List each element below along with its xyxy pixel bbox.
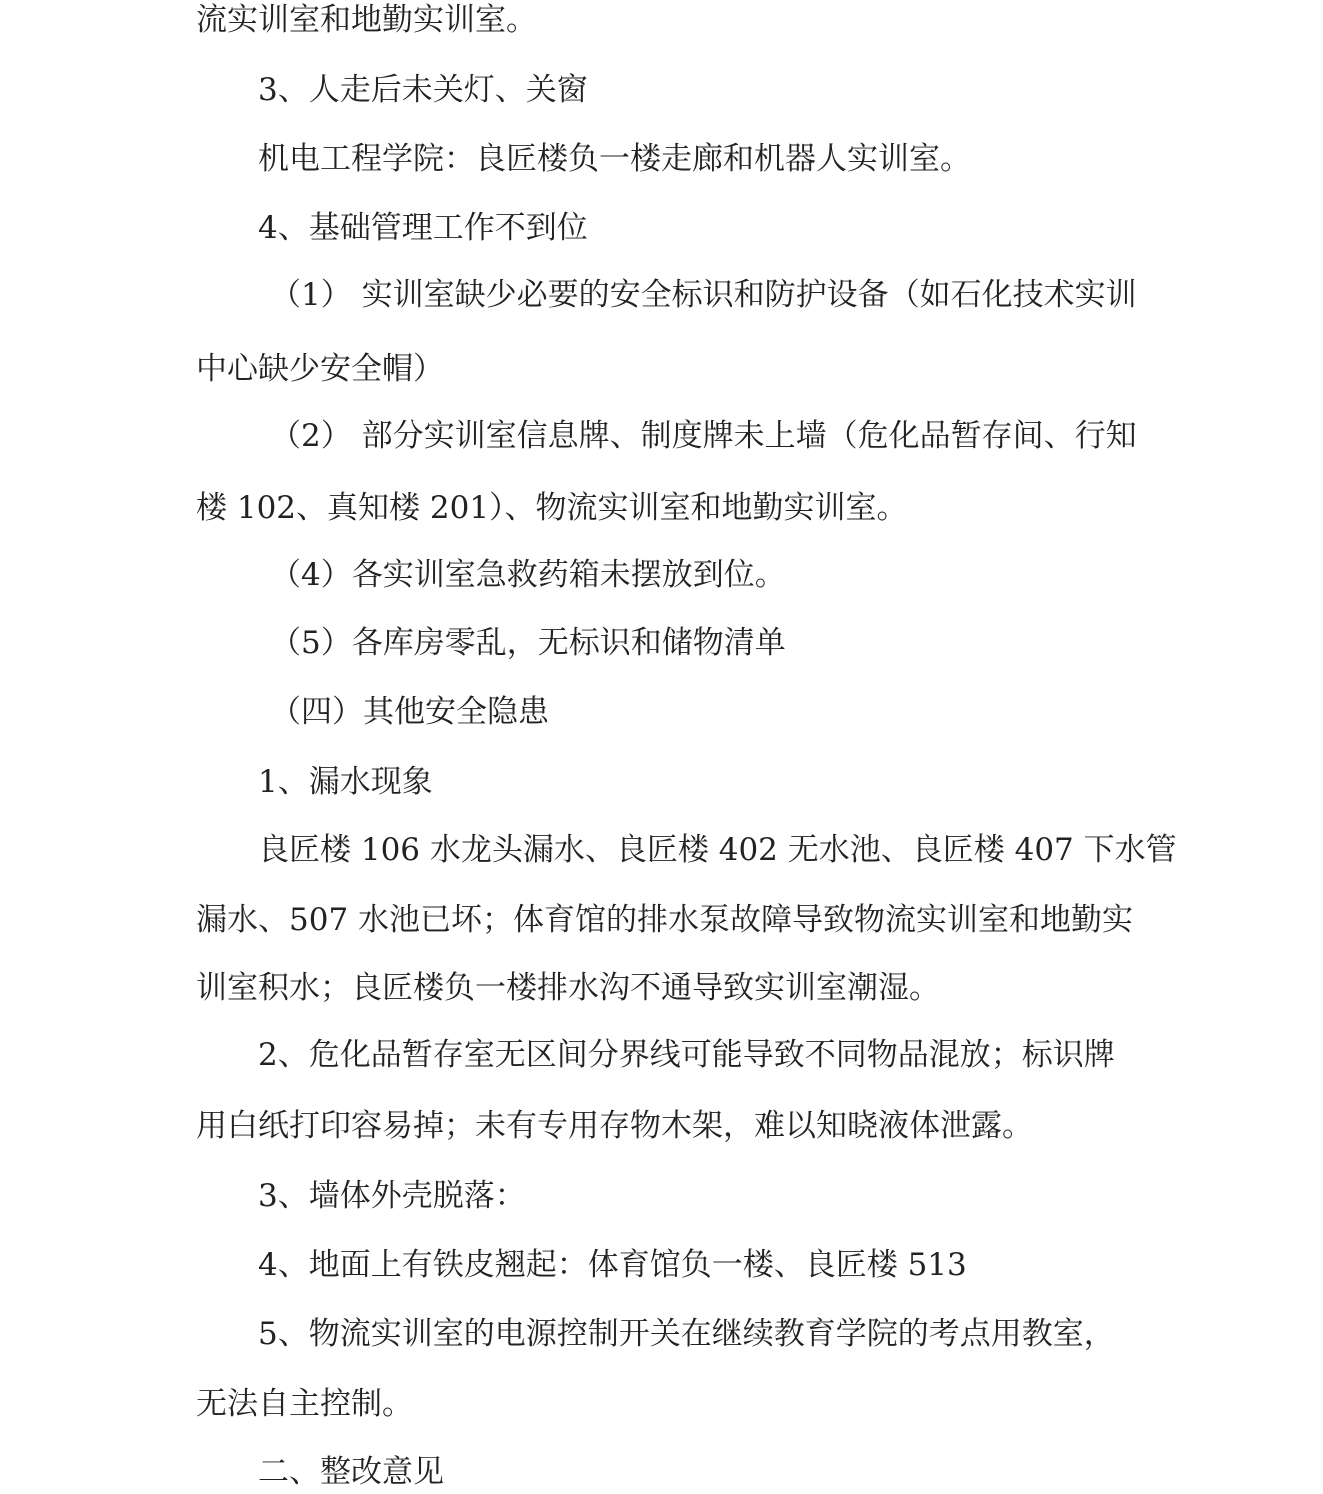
text-line: （四）其他安全隐患 xyxy=(270,694,549,730)
text-line: （5）各库房零乱，无标识和储物清单 xyxy=(270,625,786,661)
text-line: （2） 部分实训室信息牌、制度牌未上墙（危化品暂存间、行知 xyxy=(270,418,1137,454)
text-line: 漏水、507 水池已坏；体育馆的排水泵故障导致物流实训室和地勤实 xyxy=(196,902,1134,938)
text-line: 无法自主控制。 xyxy=(196,1386,413,1422)
text-line: 良匠楼 106 水龙头漏水、良匠楼 402 无水池、良匠楼 407 下水管 xyxy=(258,832,1177,868)
text-line: 3、人走后未关灯、关窗 xyxy=(258,72,588,108)
text-line: 1、漏水现象 xyxy=(258,764,433,800)
text-line: 流实训室和地勤实训室。 xyxy=(196,2,537,38)
text-line: 用白纸打印容易掉；未有专用存物木架，难以知晓液体泄露。 xyxy=(196,1108,1033,1144)
text-line: 楼 102、真知楼 201）、物流实训室和地勤实训室。 xyxy=(196,490,908,526)
text-line: 训室积水；良匠楼负一楼排水沟不通导致实训室潮湿。 xyxy=(196,970,940,1006)
text-line: 2、危化品暂存室无区间分界线可能导致不同物品混放；标识牌 xyxy=(258,1037,1115,1073)
text-line: 4、基础管理工作不到位 xyxy=(258,210,588,246)
text-line: 中心缺少安全帽） xyxy=(196,351,444,387)
text-line: 机电工程学院：良匠楼负一楼走廊和机器人实训室。 xyxy=(258,141,971,177)
text-line: 5、物流实训室的电源控制开关在继续教育学院的考点用教室， xyxy=(258,1316,1115,1352)
text-line: （4）各实训室急救药箱未摆放到位。 xyxy=(270,557,786,593)
section-heading: 二、整改意见 xyxy=(258,1454,444,1490)
text-line: （1） 实训室缺少必要的安全标识和防护设备（如石化技术实训 xyxy=(270,277,1137,313)
text-line: 3、墙体外壳脱落： xyxy=(258,1178,526,1214)
text-line: 4、地面上有铁皮翘起：体育馆负一楼、良匠楼 513 xyxy=(258,1247,967,1283)
